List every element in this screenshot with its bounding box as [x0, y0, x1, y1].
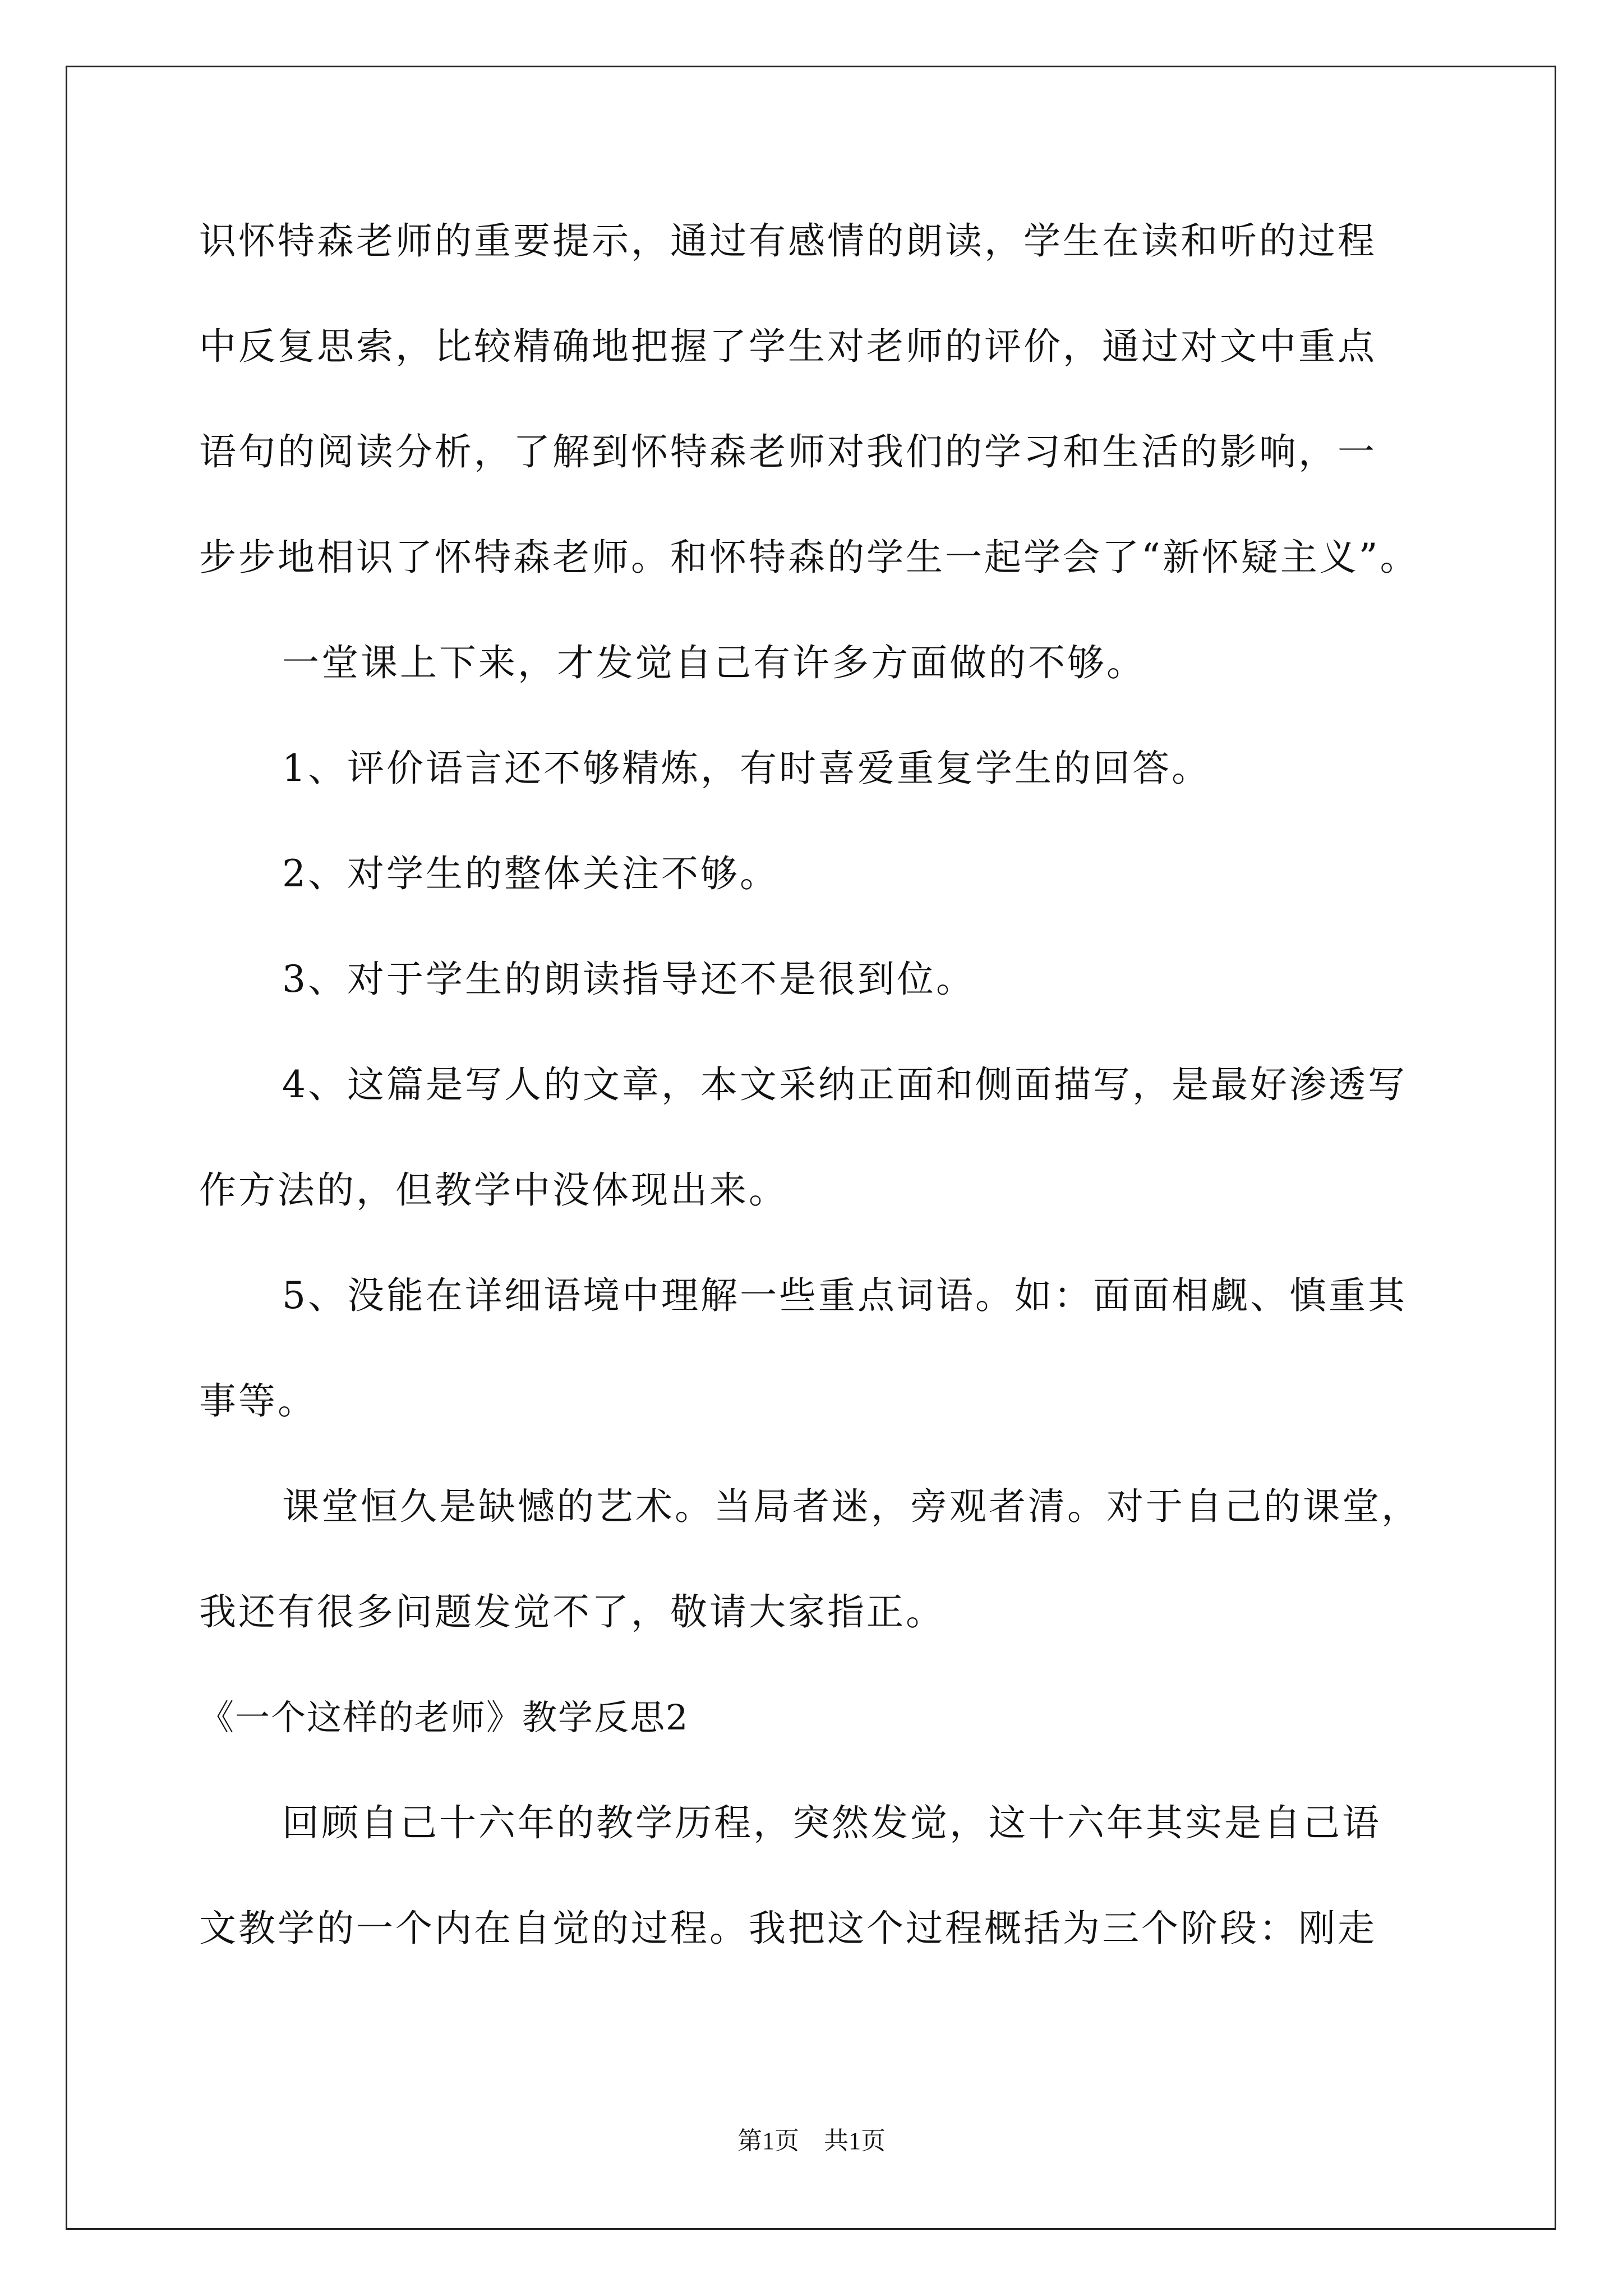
- document-body: [199, 213, 1450, 2006]
- text-line: 作方法的，但教学中没体现出来。: [199, 1168, 788, 1212]
- section-heading: 《一个这样的老师》教学反思2: [199, 1697, 689, 1738]
- page-number: 第1页 共1页: [737, 2127, 886, 2155]
- text-line: 语句的阅读分析，了解到怀特森老师对我们的学习和生活的影响，一: [199, 430, 1377, 473]
- list-item: 1、评价语言还不够精炼，有时喜爱重复学生的回答。: [282, 747, 1211, 790]
- paragraph-start: 回顾自己十六年的教学历程，突然发觉，这十六年其实是自己语: [282, 1801, 1381, 1844]
- paragraph-start: 课堂恒久是缺憾的艺术。当局者迷，旁观者清。对于自己的课堂，: [282, 1485, 1421, 1528]
- list-item: 4、这篇是写人的文章，本文采纳正面和侧面描写，是最好渗透写: [282, 1063, 1407, 1106]
- text-line: 中反复思索，比较精确地把握了学生对老师的评价，通过对文中重点: [199, 325, 1377, 368]
- list-item: 2、对学生的整体关注不够。: [282, 852, 779, 895]
- text-line: 我还有很多问题发觉不了，敬请大家指正。: [199, 1590, 945, 1634]
- text-line: 识怀特森老师的重要提示，通过有感情的朗读，学生在读和听的过程: [199, 219, 1377, 263]
- text-line: 事等。: [199, 1379, 317, 1423]
- list-item: 3、对于学生的朗读指导还不是很到位。: [282, 958, 975, 1001]
- list-item: 5、没能在详细语境中理解一些重点词语。如：面面相觑、慎重其: [282, 1274, 1407, 1317]
- paragraph-start: 一堂课上下来，才发觉自己有许多方面做的不够。: [282, 641, 1146, 684]
- text-line: 文教学的一个内在自觉的过程。我把这个过程概括为三个阶段：刚走: [199, 1907, 1377, 1950]
- text-line: 步步地相识了怀特森老师。和怀特森的学生一起学会了“新怀疑主义”。: [199, 536, 1419, 579]
